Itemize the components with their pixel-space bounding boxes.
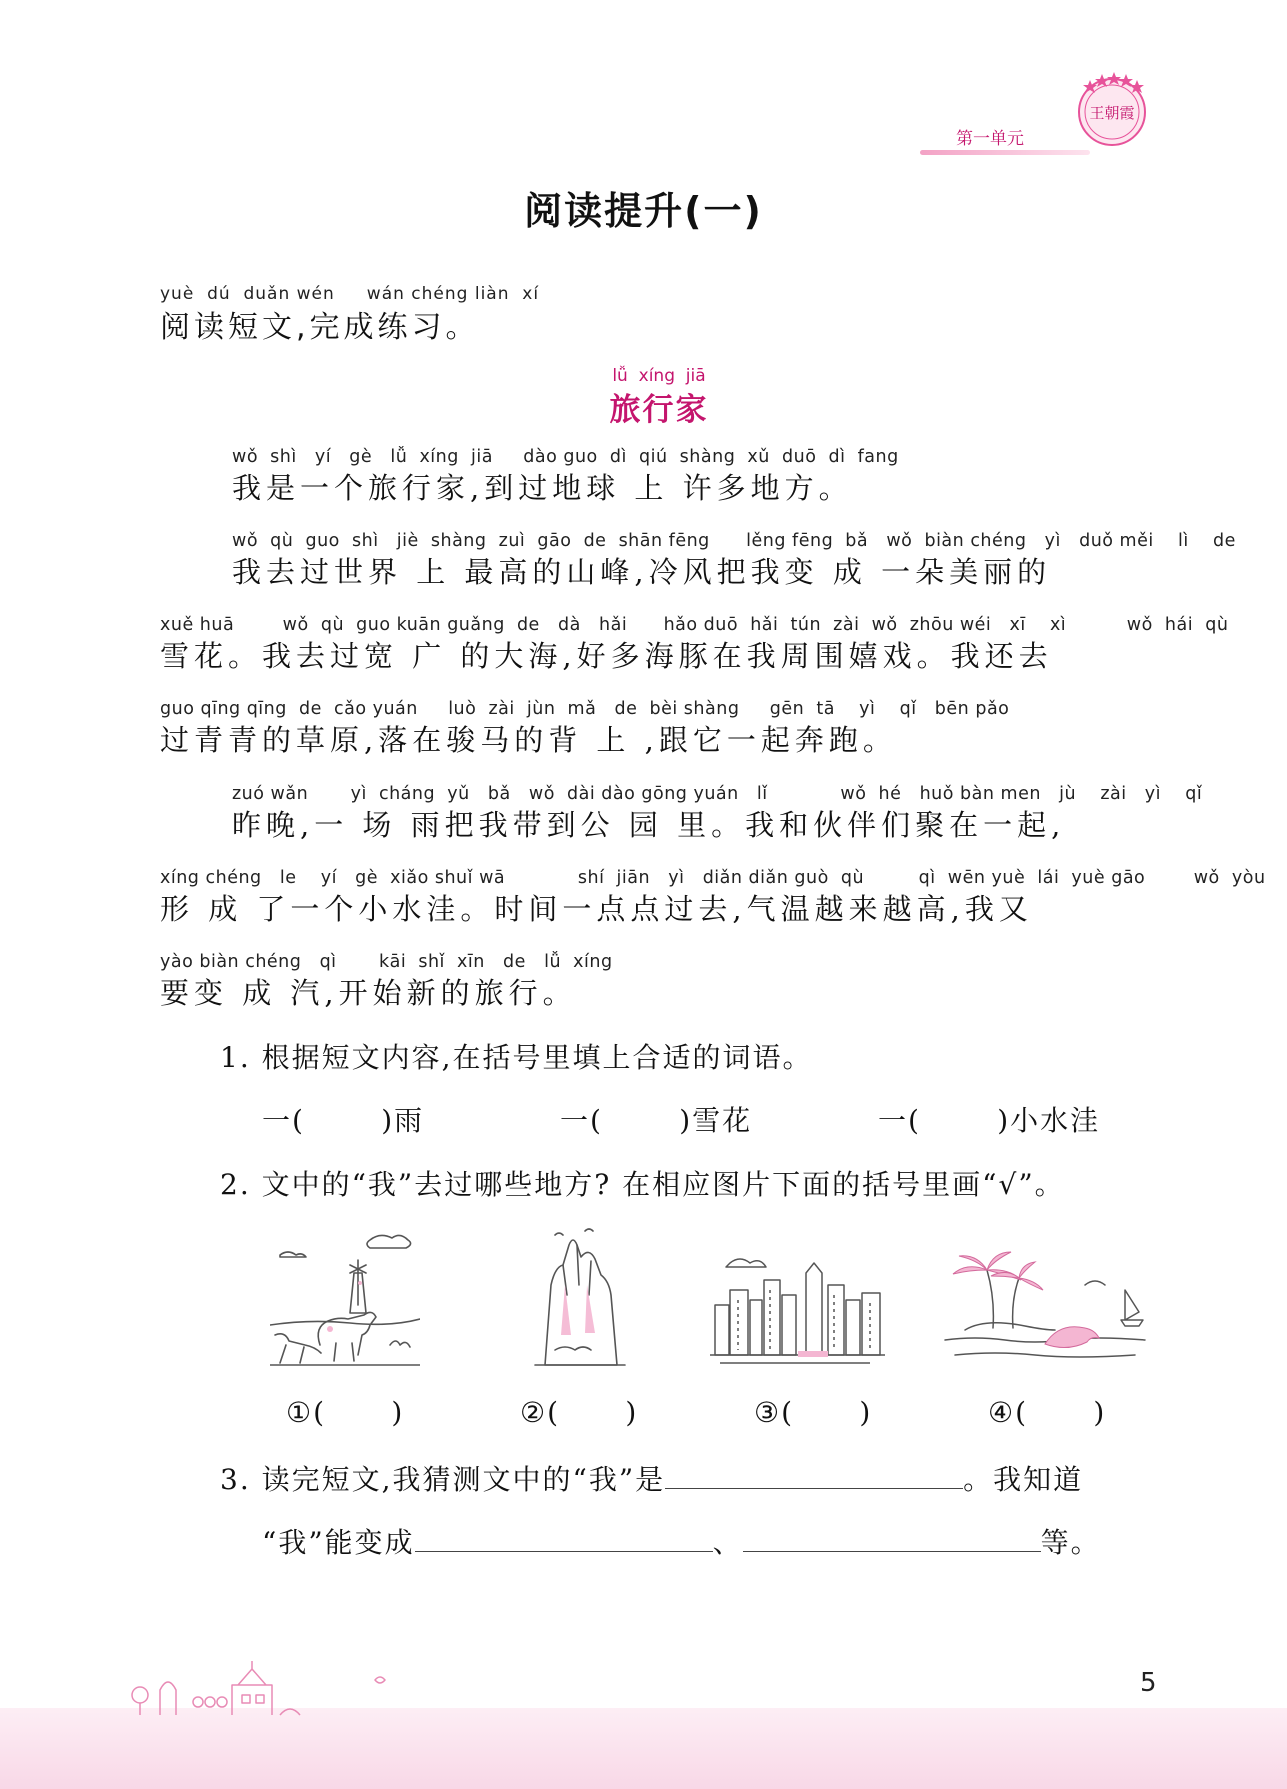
unit-underline [920,150,1090,155]
brand-seal-logo [1070,66,1154,150]
q2-option-1[interactable]: ①( ) [286,1396,405,1429]
seal-brand-text: 王朝霞 [1089,104,1135,122]
story-line-2: 我去过世界 上 最高的山峰,冷风把我变 成 一朵美丽的 [232,555,1052,589]
story-line-4: 过青青的草原,落在骏马的背 上 ,跟它一起奔跑。 [160,723,897,757]
question-3-line-2: “我”能变成 、 等。 [262,1526,1101,1559]
instruction-pinyin: yuè dú duǎn wén wán chéng liàn xí [160,284,540,304]
q3-blank-form-1[interactable] [415,1550,713,1552]
story-line-6-pinyin: xíng chéng le yí gè xiǎo shuǐ wā shí jiān yì diǎn diǎn guò qù qì wēn yuè lái yuè gāo wǒ yòu [160,868,1266,888]
page-title: 阅读提升(一) [524,189,763,233]
story-line-5-pinyin: zuó wǎn yì cháng yǔ bǎ wǒ dài dào gōng yuán lǐ wǒ hé huǒ bàn men jù zài yì qǐ [232,784,1203,804]
story-line-4-pinyin: guo qīng qīng de cǎo yuán luò zài jùn mǎ de bèi shàng gēn tā yì qǐ bēn pǎo [160,699,1010,719]
q2-option-3[interactable]: ③( ) [754,1396,873,1429]
story-line-7: 要变 成 汽,开始新的旅行。 [160,976,577,1010]
mountain-peak-image [525,1225,635,1370]
q1-blank-snowflake[interactable]: 一( )雪花 [560,1104,753,1137]
q1-blank-puddle[interactable]: 一( )小水洼 [878,1104,1101,1137]
unit-label: 第一单元 [956,129,1024,149]
question-1: 1. 根据短文内容,在括号里填上合适的词语。 [220,1041,813,1074]
grassland-horse-image [270,1225,420,1370]
instruction-text: 阅读短文,完成练习。 [160,310,480,345]
story-title: 旅行家 [609,392,709,428]
footer-strip [0,1708,1287,1789]
page-number: 5 [1140,1668,1157,1698]
story-line-2-pinyin: wǒ qù guo shì jiè shàng zuì gāo de shān fēng lěng fēng bǎ wǒ biàn chéng yì duǒ měi lì de [232,531,1236,551]
q1-blank-rain[interactable]: 一( )雨 [262,1104,425,1137]
sea-dolphin-image [935,1240,1150,1370]
story-title-pinyin: lǚ xíng jiā [612,366,706,386]
story-line-1: 我是一个旅行家,到过地球 上 许多地方。 [232,471,853,505]
city-park-image [710,1255,885,1370]
question-2: 2. 文中的“我”去过哪些地方? 在相应图片下面的括号里画“√”。 [220,1168,1065,1201]
q2-option-4[interactable]: ④( ) [988,1396,1107,1429]
story-line-7-pinyin: yào biàn chéng qì kāi shǐ xīn de lǚ xíng [160,952,613,972]
question-3-line-1: 3. 读完短文,我猜测文中的“我”是 。我知道 [220,1463,1084,1496]
q3-blank-form-2[interactable] [743,1550,1041,1552]
story-line-6: 形 成 了一个小水洼。时间一点点过去,气温越来越高,我又 [160,892,1033,926]
story-line-5: 昨晚,一 场 雨把我带到公 园 里。我和伙伴们聚在一起, [232,808,1066,842]
q3-blank-identity[interactable] [665,1487,963,1489]
footer-castle-decoration [120,1640,420,1720]
story-line-1-pinyin: wǒ shì yí gè lǚ xíng jiā dào guo dì qiú shàng xǔ duō dì fang [232,447,899,467]
story-line-3: 雪花。我去过宽 广 的大海,好多海豚在我周围嬉戏。我还去 [160,639,1053,673]
q2-option-2[interactable]: ②( ) [520,1396,639,1429]
story-line-3-pinyin: xuě huā wǒ qù guo kuān guǎng de dà hǎi hǎo duō hǎi tún zài wǒ zhōu wéi xī xì wǒ hái qù [160,615,1229,635]
